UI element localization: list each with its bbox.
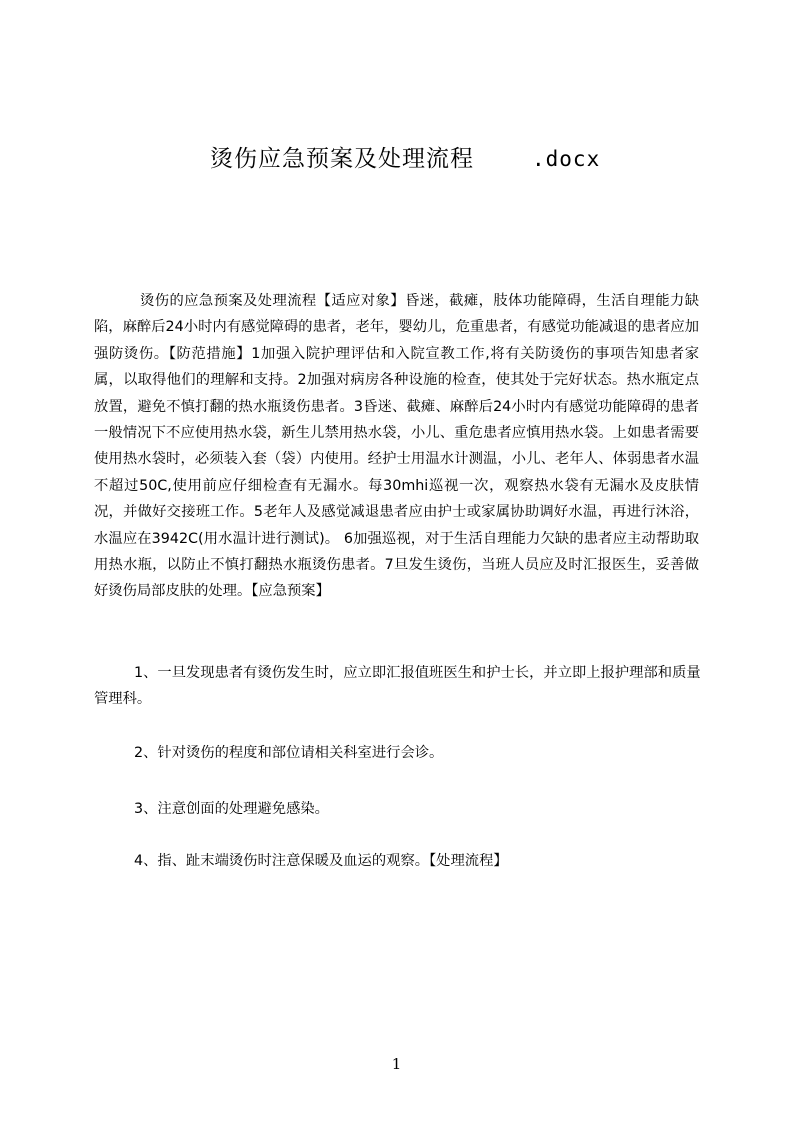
document-title [210, 140, 600, 173]
page-number: 1 [391, 1055, 402, 1073]
title-extension: .docx [532, 147, 601, 171]
title-text: 烫伤应急预案及处理流程 [210, 146, 474, 172]
step-item: 2、针对烫伤的程度和部位请相关科室进行会诊。 [134, 745, 444, 761]
step-item: 3、注意创面的处理避免感染。 [134, 801, 329, 817]
step-item: 1、一旦发现患者有烫伤发生时，应立即汇报值班医生和护士长，并立即上报护理部和质量管理科。 [94, 665, 701, 708]
main-paragraph: 烫伤的应急预案及处理流程【适应对象】昏迷，截瘫，肢体功能障碍，生活自理能力缺陷，麻醉后24小时内有感觉障碍的患者，老年，婴幼儿，危重患者，有感觉功能减退的患者应加强防烫伤。【防范措施】1加强入院护理评估和入院宣教工作,将有关防烫伤的事项告知患者家属，以取得他们的理解和支持。2加强对病房各种设施的检查，使其处于完好状态。热水瓶定点放置，避免不慎打翻的热水瓶烫伤患者。3昏迷、截瘫、麻醉后24小时内有感觉功能障碍的患者一般情况下不应使用热水袋，新生儿禁用热水袋，小儿、重危患者应慎用热水袋。上如患者需要使用热水袋时，必须装入套（袋）内使用。经护士用温水计测温，小儿、老年人、体弱患者水温不超过50C,使用前应仔细检查有无漏水。每30mhi巡视一次，观察热水袋有无漏水及皮肤情况，并做好交接班工作。5老年人及感觉减退患者应由护士或家属协助调好水温，再进行沐浴，水温应在3942C(用水温计进行测试)。 6加强巡视，对于生活自理能力欠缺的患者应主动帮助取用热水瓶，以防止不慎打翻热水瓶烫伤患者。7旦发生烫伤，当班人员应及时汇报医生，妥善做好烫伤局部皮肤的处理。【应急预案】 [94, 293, 699, 600]
step-item: 4、指、趾末端烫伤时注意保暖及血运的观察。【处理流程】 [134, 853, 508, 869]
